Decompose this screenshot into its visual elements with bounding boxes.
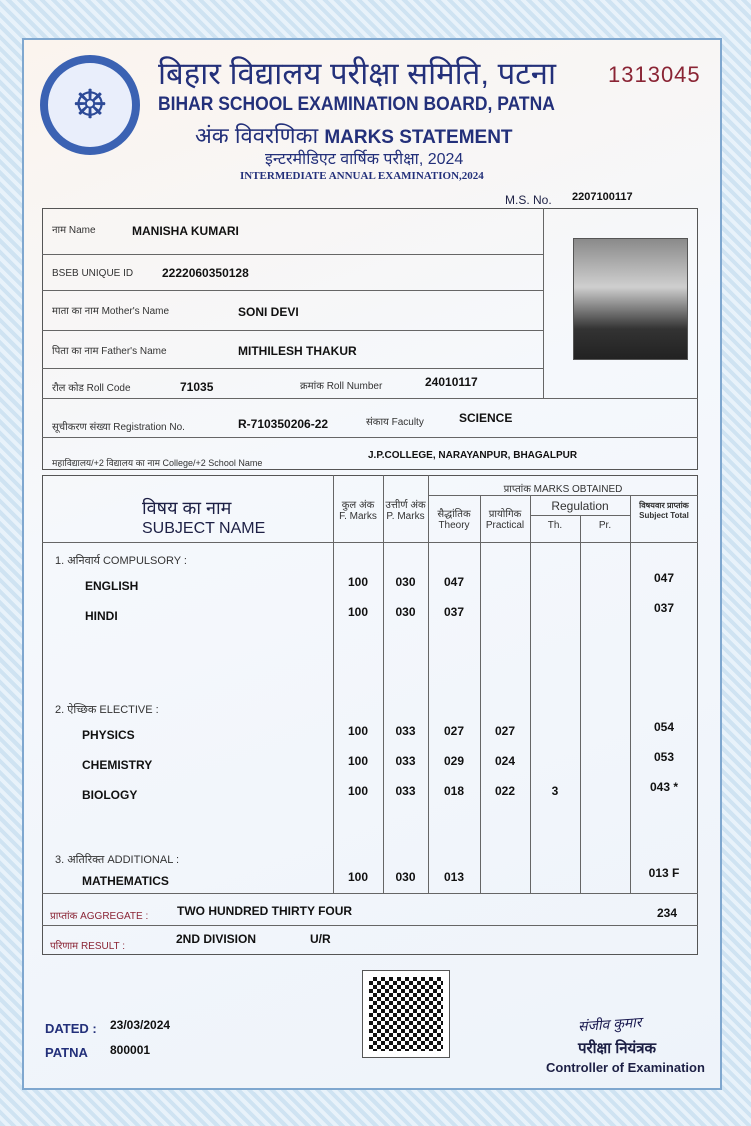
cell-f: 100 [347,575,369,589]
unique-id: 2222060350128 [162,266,249,280]
controller-hi: परीक्षा नियंत्रक [578,1040,657,1057]
result-value: 2ND DIVISION [176,932,257,946]
title-english: BIHAR SCHOOL EXAMINATION BOARD, PATNA [158,94,555,115]
cell-f: 100 [347,754,369,768]
column-divider [383,475,384,893]
cell-f: 100 [347,605,369,619]
group-label: 3. अतिरिक्त ADDITIONAL : [55,854,180,866]
cell-theory: 037 [443,605,465,619]
cell-practical: 022 [494,784,516,798]
fmarks-header: कुल अंक F. Marks [339,500,377,522]
obtained-header: प्राप्तांक MARKS OBTAINED [503,484,623,495]
board-seal-logo: ☸ [40,55,140,155]
cell-f: 100 [347,724,369,738]
statement-title: अंक विवरणिका MARKS STATEMENT [195,123,513,148]
cell-p: 033 [395,784,416,798]
registration-number: R-710350206-22 [238,417,329,431]
father-name: MITHILESH THAKUR [238,344,357,358]
cell-theory: 029 [443,754,465,768]
cell-total: 013 F [648,866,680,880]
subject-header-hi: विषय का नाम [142,498,232,518]
column-divider [428,475,429,893]
reg-pr-header: Pr. [598,520,612,531]
group-label: 2. ऐच्छिक ELECTIVE : [55,704,159,716]
subject-header-en: SUBJECT NAME [142,520,266,537]
cell-total: 047 [653,571,675,585]
cell-theory: 013 [443,870,465,884]
exam-english: INTERMEDIATE ANNUAL EXAMINATION,2024 [240,170,484,182]
mother-name: SONI DEVI [238,305,299,319]
student-name: MANISHA KUMARI [132,224,239,238]
theory-header: सैद्धांतिक Theory [437,509,471,531]
column-divider [530,495,531,893]
exam-hindi: इन्टरमीडिएट वार्षिक परीक्षा, 2024 [265,151,464,168]
cell-p: 030 [395,605,416,619]
result-label: परिणाम RESULT : [50,941,126,952]
column-divider [333,475,334,893]
cell-theory: 027 [443,724,465,738]
cell-total: 037 [653,601,675,615]
cell-th: 3 [551,784,559,798]
subject-name: PHYSICS [82,728,135,742]
date: 23/03/2024 [110,1018,171,1032]
father-label: पिता का नाम Father's Name [52,346,167,357]
signature: संजीव कुमार [577,1013,643,1035]
cell-total: 043 * [649,780,679,794]
cell-p: 033 [395,724,416,738]
qr-code [362,970,450,1058]
total-header: विषयवार प्राप्तांक Subject Total [639,501,689,520]
column-divider [480,495,481,893]
cell-f: 100 [347,784,369,798]
ms-number: 2207100117 [572,191,633,203]
cell-f: 100 [347,870,369,884]
registration-label: सूचीकरण संख्या Registration No. [52,422,185,433]
cell-theory: 018 [443,784,465,798]
group-label: 1. अनिवार्य COMPULSORY : [55,555,187,567]
subject-name: ENGLISH [85,579,139,593]
controller-en: Controller of Examination [546,1060,705,1075]
cell-total: 053 [653,750,675,764]
dated-label: DATED : [45,1021,97,1036]
place: PATNA [45,1045,88,1060]
result-extra: U/R [310,932,331,946]
title-hindi: बिहार विद्यालय परीक्षा समिति, पटना [158,56,557,91]
practical-header: प्रायोगिक Practical [485,509,525,531]
serial-number: 1313045 [608,62,701,87]
reg-th-header: Th. [547,520,563,531]
roll-code-label: रौल कोड Roll Code [52,383,131,394]
cell-p: 030 [395,575,416,589]
cell-practical: 027 [494,724,516,738]
subject-name: HINDI [85,609,118,623]
college-label: महाविद्यालय/+2 विद्यालय का नाम College/+2 School Name [52,458,263,468]
aggregate-value: 234 [657,906,678,920]
subject-name: CHEMISTRY [82,758,153,772]
name-label: नाम Name [52,225,96,236]
subject-name: BIOLOGY [82,788,138,802]
roll-number: 24010117 [425,375,478,389]
student-photo [573,238,688,360]
column-divider [630,495,631,893]
cell-total: 054 [653,720,675,734]
aggregate-label: प्राप्तांक AGGREGATE : [50,911,149,922]
uid-label: BSEB UNIQUE ID [52,268,134,279]
cell-p: 030 [395,870,416,884]
faculty-label: संकाय Faculty [366,417,424,428]
regulation-header: Regulation [551,499,609,513]
mother-label: माता का नाम Mother's Name [52,306,170,317]
aggregate-words: TWO HUNDRED THIRTY FOUR [177,904,353,918]
college-name: J.P.COLLEGE, NARAYANPUR, BHAGALPUR [368,450,578,461]
pin-code: 800001 [110,1043,151,1057]
cell-practical: 024 [494,754,516,768]
roll-code: 71035 [180,380,214,394]
cell-theory: 047 [443,575,465,589]
ms-label: M.S. No. [505,193,552,207]
faculty: SCIENCE [459,411,513,425]
pmarks-header: उत्तीर्ण अंक P. Marks [385,500,426,522]
column-divider [580,515,581,893]
cell-p: 033 [395,754,416,768]
subject-name: MATHEMATICS [82,874,169,888]
roll-number-label: क्रमांक Roll Number [300,381,383,392]
